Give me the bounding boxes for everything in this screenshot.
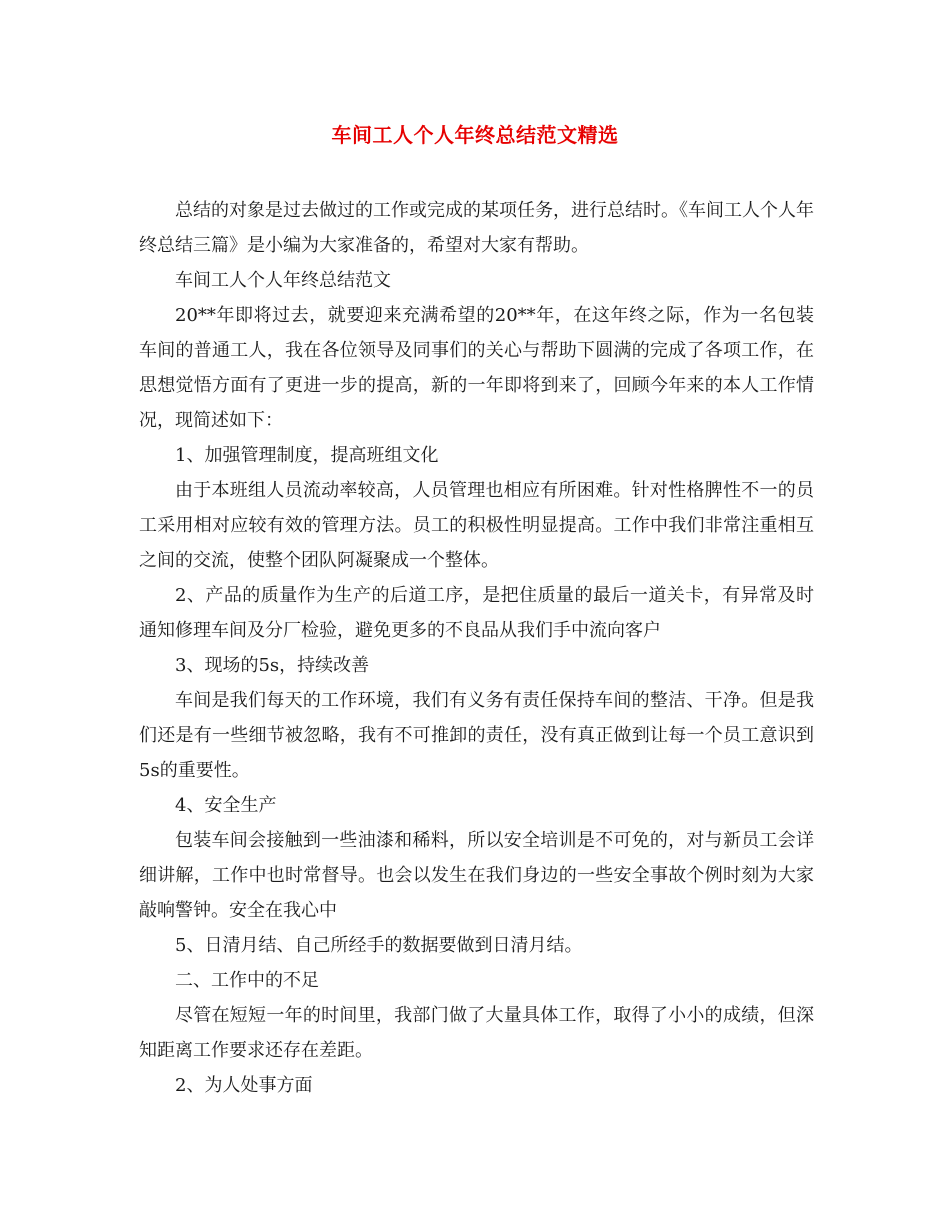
paragraph-heading: 车间工人个人年终总结范文 — [175, 270, 391, 291]
paragraph-intro: 总结的对象是过去做过的工作或完成的某项任务，进行总结时。《车间工人个人年终总结三篇》是小编为大家准备的，希望对大家有帮助。 — [139, 200, 814, 256]
paragraph-daily: 5、日清月结、自己所经手的数据要做到日清月结。 — [175, 935, 583, 956]
paragraph-safety: 包装车间会接触到一些油漆和稀料，所以安全培训是不可免的，对与新员工会详细讲解，工作中也时常督导。也会以发生在我们身边的一些安全事故个例时刻为大家敲响警钟。安全在我心中 — [139, 830, 814, 921]
section-heading-1: 1、加强管理制度，提高班组文化 — [175, 445, 439, 466]
section-heading-shortcomings: 二、工作中的不足 — [175, 970, 319, 991]
paragraph-5s: 车间是我们每天的工作环境，我们有义务有责任保持车间的整洁、干净。但是我们还是有一些细节被忽略，我有不可推卸的责任，没有真正做到让每一个员工意识到5s的重要性。 — [139, 690, 814, 781]
paragraph-management: 由于本班组人员流动率较高，人员管理也相应有所困难。针对性格脾性不一的员工采用相对应较有效的管理方法。员工的积极性明显提高。工作中我们非常注重相互之间的交流，使整个团队阿凝聚成一个整体。 — [139, 480, 814, 571]
section-heading-conduct: 2、为人处事方面 — [175, 1075, 313, 1096]
paragraph-quality: 2、产品的质量作为生产的后道工序，是把住质量的最后一道关卡，有异常及时通知修理车间及分厂检验，避免更多的不良品从我们手中流向客户 — [139, 585, 814, 641]
section-heading-3: 3、现场的5s，持续改善 — [175, 655, 370, 676]
paragraph-shortcomings: 尽管在短短一年的时间里，我部门做了大量具体工作，取得了小小的成绩，但深知距离工作要求还存在差距。 — [139, 1005, 814, 1061]
document-title: 车间工人个人年终总结范文精选 — [331, 123, 619, 147]
section-heading-4: 4、安全生产 — [175, 795, 277, 816]
document-body — [139, 193, 814, 1103]
paragraph-overview: 20**年即将过去，就要迎来充满希望的20**年，在这年终之际，作为一名包装车间的普通工人，我在各位领导及同事们的关心与帮助下圆满的完成了各项工作，在思想觉悟方面有了更进一步的提高，新的一年即将到来了，回顾今年来的本人工作情况，现简述如下： — [139, 305, 814, 431]
